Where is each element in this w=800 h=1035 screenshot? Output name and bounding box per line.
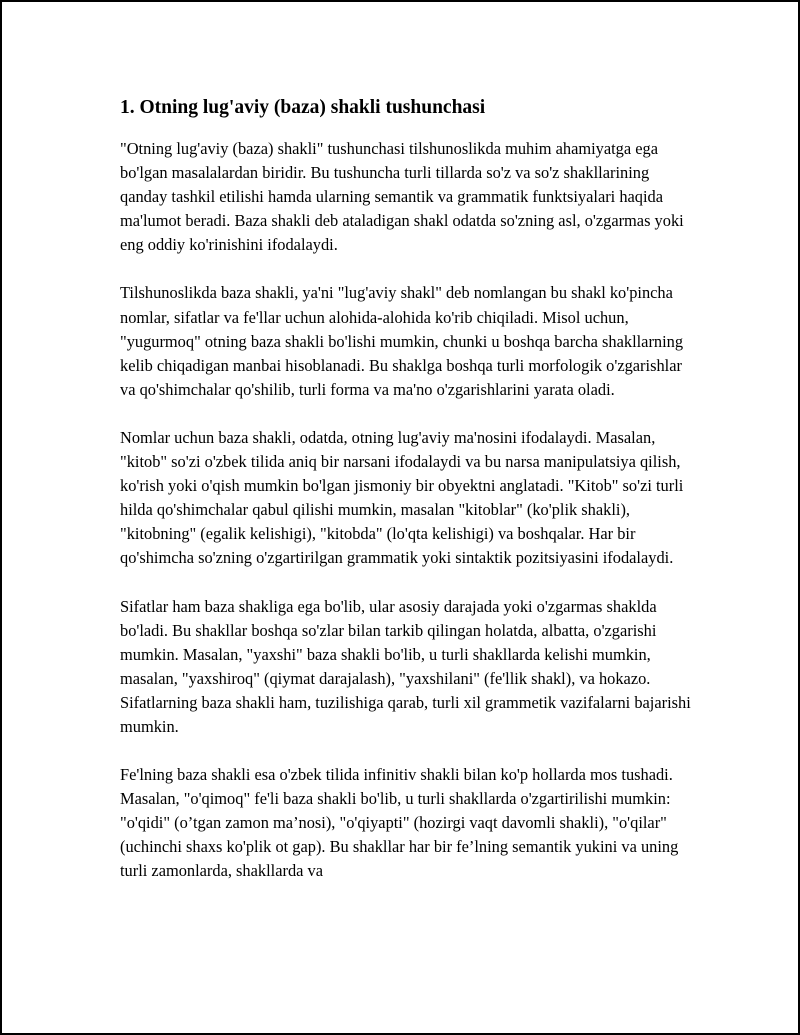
paragraph-4: Sifatlar ham baza shakliga ega bo'lib, ular asosiy darajada yoki o'zgarmas shaklda bo'ladi. Bu shakllar boshqa so'zlar bilan tarkib qilingan holatda, albatta, o'zgarishi mumkin. Masalan, "yaxshi" baza shakli bo'lib, u turli shakllarda kelishi mumkin, masalan, "yaxshiroq" (qiymat darajalash), "yaxshilani" (fe'llik shakl), va hokazo. Sifatlarning baza shakli ham, tuzilishiga qarab, turli xil grammetik vazifalarni bajarishi mumkin. <box>120 596 691 736</box>
paragraph-3: Nomlar uchun baza shakli, odatda, otning lug'aviy ma'nosini ifodalaydi. Masalan, "kitob" so'zi o'zbek tilida aniq bir narsani ifodalaydi va bu narsa manipulatsiya qilish, ko'rish yoki o'qish mumkin bo'lgan jismoniy bir obyektni anglatadi. "Kitob" so'zi turli hilda qo'shimchalar qabul qilishi mumkin, masalan "kitoblar" (ko'plik shakli), "kitobning" (egalik kelishigi), "kitobda" (lo'qta kelishigi) va boshqalar. Har bir qo'shimcha so'zning o'zgartirilgan grammatik yoki sintaktik pozitsiyasini ifodalaydi. <box>120 427 684 568</box>
paragraph-5: Fe'lning baza shakli esa o'zbek tilida infinitiv shakli bilan ko'p hollarda mos tushadi. Masalan, "o'qimoq" fe'li baza shakli bo'lib, u turli shakllarda o'zgartirilishi mumkin: "o'qidi" (o’tgan zamon ma’nosi), "o'qiyapti" (hozirgi vaqt davomli shakli), "o'qilar" (uchinchi shaxs ko'plik ot gap). Bu shakllar har bir fe’lning semantik yukini va uning turli zamonlarda, shakllarda va <box>120 765 679 881</box>
paragraph-2: Tilshunoslikda baza shakli, ya'ni "lug'aviy shakl" deb nomlangan bu shakl ko'pincha nomlar, sifatlar va fe'llar uchun alohida-alohida ko'rib chiqiladi. Misol uchun, "yugurmoq" otning baza shakli bo'lishi mumkin, chunki u boshqa barcha shakllarning kelib chiqadigan manbai hisoblanadi. Bu shaklga boshqa turli morfologik o'zgarishlar va qo'shimchalar qo'shilib, turli forma va ma'no o'zgarishlarini yarata oladi. <box>120 283 684 399</box>
paragraph-1: "Otning lug'aviy (baza) shakli" tushunchasi tilshunoslikda muhim ahamiyatga ega bo'lgan masalalardan biridir. Bu tushuncha turli tillarda so'z va so'z shakllarining qanday tashkil etilishi hamda ularning semantik va grammatik funktsiyalari haqida ma'lumot beradi. Baza shakli deb ataladigan shakl odatda so'zning asl, o'zgarmas yoki eng oddiy ko'rinishini ifodalaydi. <box>120 139 684 255</box>
section-heading: 1. Otning lug'aviy (baza) shakli tushunchasi <box>120 97 486 118</box>
document-body <box>120 94 695 908</box>
